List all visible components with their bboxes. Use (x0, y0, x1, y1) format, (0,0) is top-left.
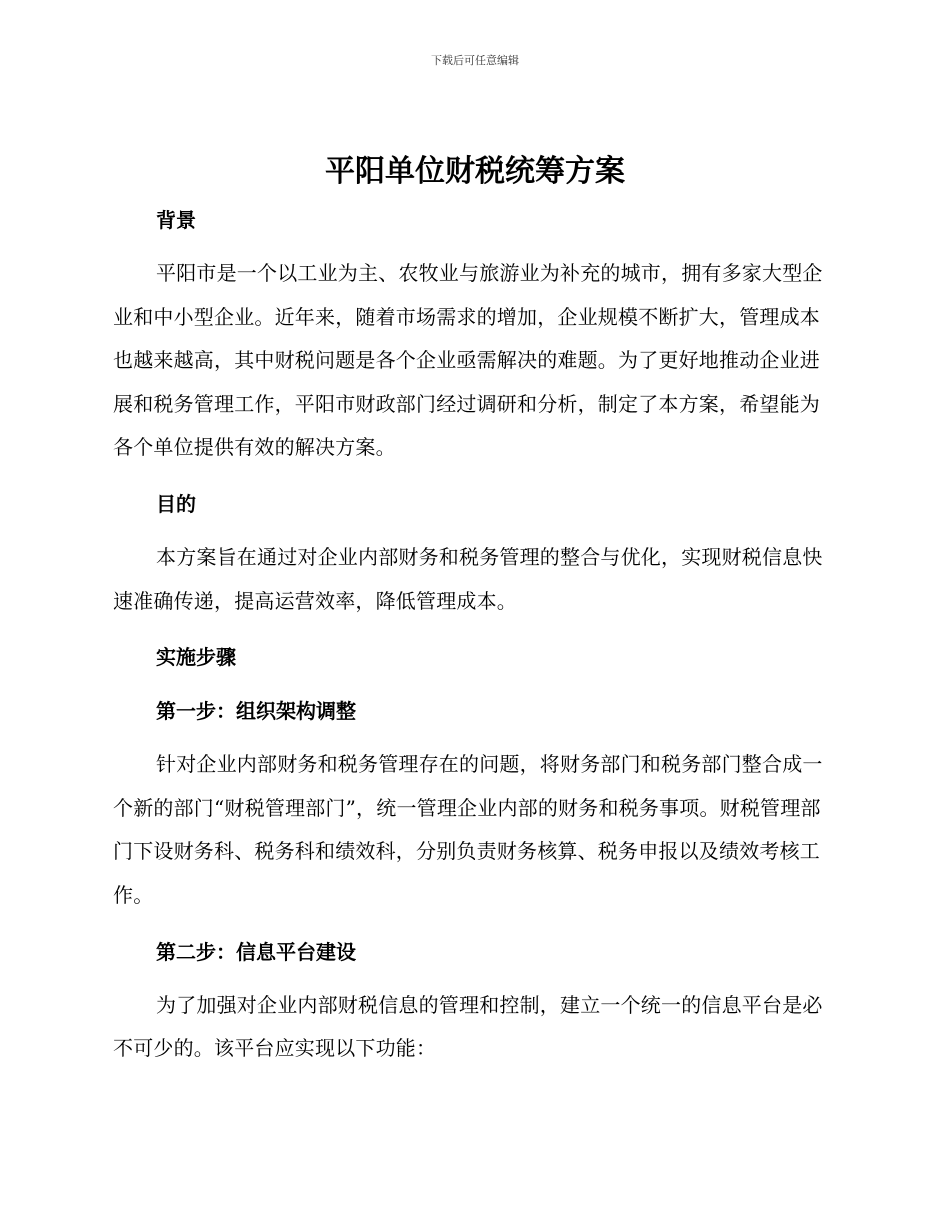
section-heading-background: 背景 (156, 208, 196, 232)
spacer (113, 731, 833, 743)
paragraph-background: 平阳市是一个以工业为主、农牧业与旅游业为补充的城市，拥有多家大型企业和中小型企业。近年来，随着市场需求的增加，企业规模不断扩大，管理成本也越来越高，其中财税问题是各个企业亟需解决的难题。为了更好地推动企业进展和税务管理工作，平阳市财政部门经过调研和分析，制定了本方案，希望能为各个单位提供有效的解决方案。 (113, 261, 823, 460)
spacer (113, 470, 833, 484)
paragraph-step2: 为了加强对企业内部财税信息的管理和控制，建立一个统一的信息平台是必不可少的。该平台应实现以下功能： (113, 992, 823, 1061)
page-header-note: 下载后可任意编辑 (431, 54, 519, 67)
spacer (113, 240, 833, 252)
section-heading-steps: 实施步骤 (156, 645, 236, 670)
document-body (113, 200, 833, 1071)
spacer (113, 677, 833, 691)
spacer (113, 972, 833, 984)
spacer (113, 623, 833, 637)
step1-heading: 第一步：组织架构调整 (156, 699, 356, 724)
document-title: 平阳单位财税统筹方案 (325, 154, 625, 189)
step2-heading: 第二步：信息平台建设 (156, 939, 356, 964)
paragraph-purpose: 本方案旨在通过对企业内部财务和税务管理的整合与优化，实现财税信息快速准确传递，提高运营效率，降低管理成本。 (113, 544, 823, 613)
section-heading-purpose: 目的 (156, 491, 196, 516)
paragraph-step1: 针对企业内部财务和税务管理存在的问题，将财务部门和税务部门整合成一个新的部门“财税管理部门”，统一管理企业内部的财务和税务事项。财税管理部门下设财务科、税务科和绩效科，分别负责财务核算、税务申报以及绩效考核工作。 (113, 752, 823, 907)
spacer (113, 918, 833, 932)
spacer (113, 524, 833, 536)
